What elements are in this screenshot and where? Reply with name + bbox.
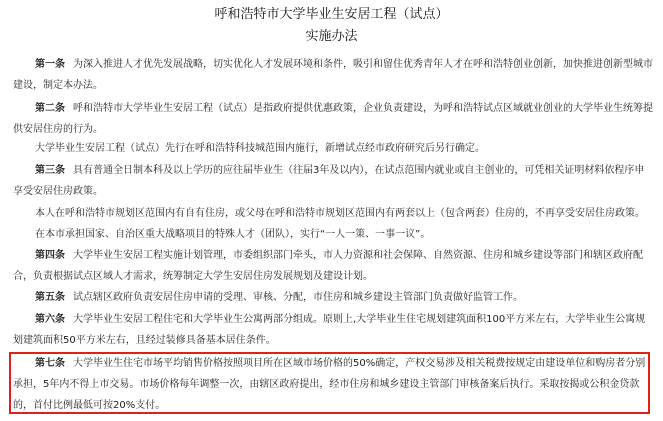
article-text: 试点辖区政府负责安居住房申请的受理、审核、分配，市住房和城乡建设主管部门负责做好监管工作。	[73, 292, 523, 303]
article-text: 大学毕业生安居工程实施计划管理，市委组织部门牵头，市人力资源和社会保障、自然资源、住房和城乡建设等部门和辖区政府配合，负责根据试点区域人才需求，统筹制定大学生安居住房发展规划及建设计划。	[13, 250, 643, 282]
paragraph-exclusion	[13, 203, 654, 224]
article-6-paragraph	[13, 309, 654, 351]
article-number: 第四条	[35, 250, 65, 261]
article-text: 为深入推进人才优先发展战略，切实优化人才发展环境和条件，吸引和留住优秀青年人才在呼和浩特创业创新，加快推进创新型城市建设，制定本办法。	[13, 59, 653, 91]
article-1-paragraph	[13, 54, 654, 96]
article-text: 大学毕业生住宅市场平均销售价格按照项目所在区域市场价格的50%确定，产权交易涉及相关税费按规定由建设单位和购房者分别承担，5年内不得上市交易。市场价格每年调整一次，由辖区政府提出，经市住房和城乡建设主管部门审核备案后执行。采取按揭或公积金贷款的，首付比例最低可按20%支付。	[13, 358, 646, 411]
paragraph-special-talent	[13, 224, 654, 245]
article-text: 大学毕业生安居工程住宅和大学毕业生公寓两部分组成。原则上,大学毕业生住宅规划建筑面积100平方米左右，大学毕业生公寓规划建筑面积50平方米左右，且经过装修具备基本居住条件。	[13, 314, 646, 346]
paragraph-text: 在本市承担国家、自治区重大战略项目的特殊人才（团队），实行“一人一策、一事一议”。	[35, 229, 431, 240]
paragraph-text: 本人在呼和浩特市规划区范围内有自有住房，或父母在呼和浩特市规划区范围内有两套以上（包含两套）住房的，不再享受安居住房政策。	[35, 208, 645, 219]
document-subtitle: 实施办法	[305, 29, 358, 44]
article-3-paragraph	[13, 160, 654, 202]
article-2-paragraph	[13, 98, 654, 140]
article-number: 第六条	[35, 314, 65, 325]
paragraph-pilot-scope	[13, 138, 654, 159]
article-text: 呼和浩特市大学毕业生安居工程（试点）是指政府提供优惠政策，企业负责建设，为呼和浩特试点区域就业创业的大学毕业生统筹提供安居住房的行为。	[13, 103, 653, 135]
article-4-paragraph	[13, 245, 654, 287]
article-number: 第三条	[35, 165, 65, 176]
paragraph-text: 大学毕业生安居工程（试点）先行在呼和浩特科技城范围内施行，新增试点经市政府研究后另行确定。	[35, 143, 485, 154]
article-number: 第一条	[35, 59, 65, 70]
article-5-paragraph	[13, 287, 654, 308]
article-number: 第二条	[35, 103, 65, 114]
article-number: 第五条	[35, 292, 65, 303]
article-text: 具有普通全日制本科及以上学历的应往届毕业生（往届3年及以内），在试点范围内就业或自主创业的，可凭相关证明材料依程序申享受安居住房政策。	[13, 165, 645, 197]
highlight-box	[9, 352, 650, 414]
article-number: 第七条	[35, 358, 65, 369]
document-title: 呼和浩特市大学毕业生安居工程（试点）	[214, 7, 449, 22]
